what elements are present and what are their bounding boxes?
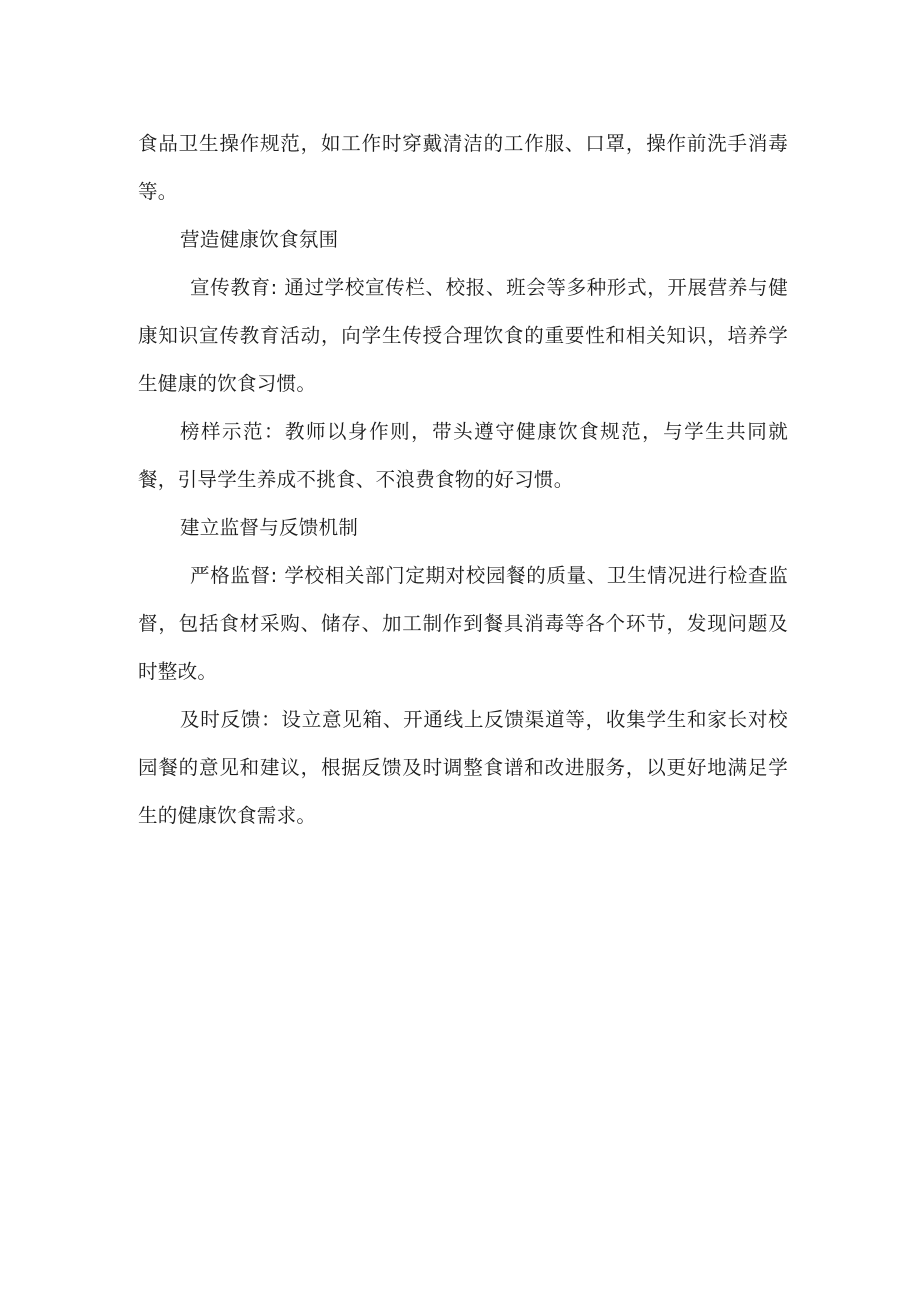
- paragraph-strict-supervision: 严格监督: 学校相关部门定期对校园餐的质量、卫生情况进行检查监督，包括食材采购、储存、加工制作到餐具消毒等各个环节，发现问题及时整改。: [138, 564, 788, 683]
- section-heading-healthy-atmosphere: 营造健康饮食氛围: [180, 228, 339, 251]
- section-heading-supervision-feedback: 建立监督与反馈机制: [180, 516, 359, 539]
- paragraph-hygiene-continued: 食品卫生操作规范，如工作时穿戴清洁的工作服、口罩，操作前洗手消毒等。: [138, 132, 788, 203]
- document-body: [138, 120, 788, 840]
- paragraph-timely-feedback: 及时反馈：设立意见箱、开通线上反馈渠道等，收集学生和家长对校园餐的意见和建议，根据反馈及时调整食谱和改进服务，以更好地满足学生的健康饮食需求。: [138, 708, 788, 827]
- paragraph-publicity-education: 宣传教育: 通过学校宣传栏、校报、班会等多种形式，开展营养与健康知识宣传教育活动，向学生传授合理饮食的重要性和相关知识，培养学生健康的饮食习惯。: [138, 276, 788, 395]
- paragraph-role-model: 榜样示范：教师以身作则，带头遵守健康饮食规范，与学生共同就餐，引导学生养成不挑食、不浪费食物的好习惯。: [138, 420, 788, 491]
